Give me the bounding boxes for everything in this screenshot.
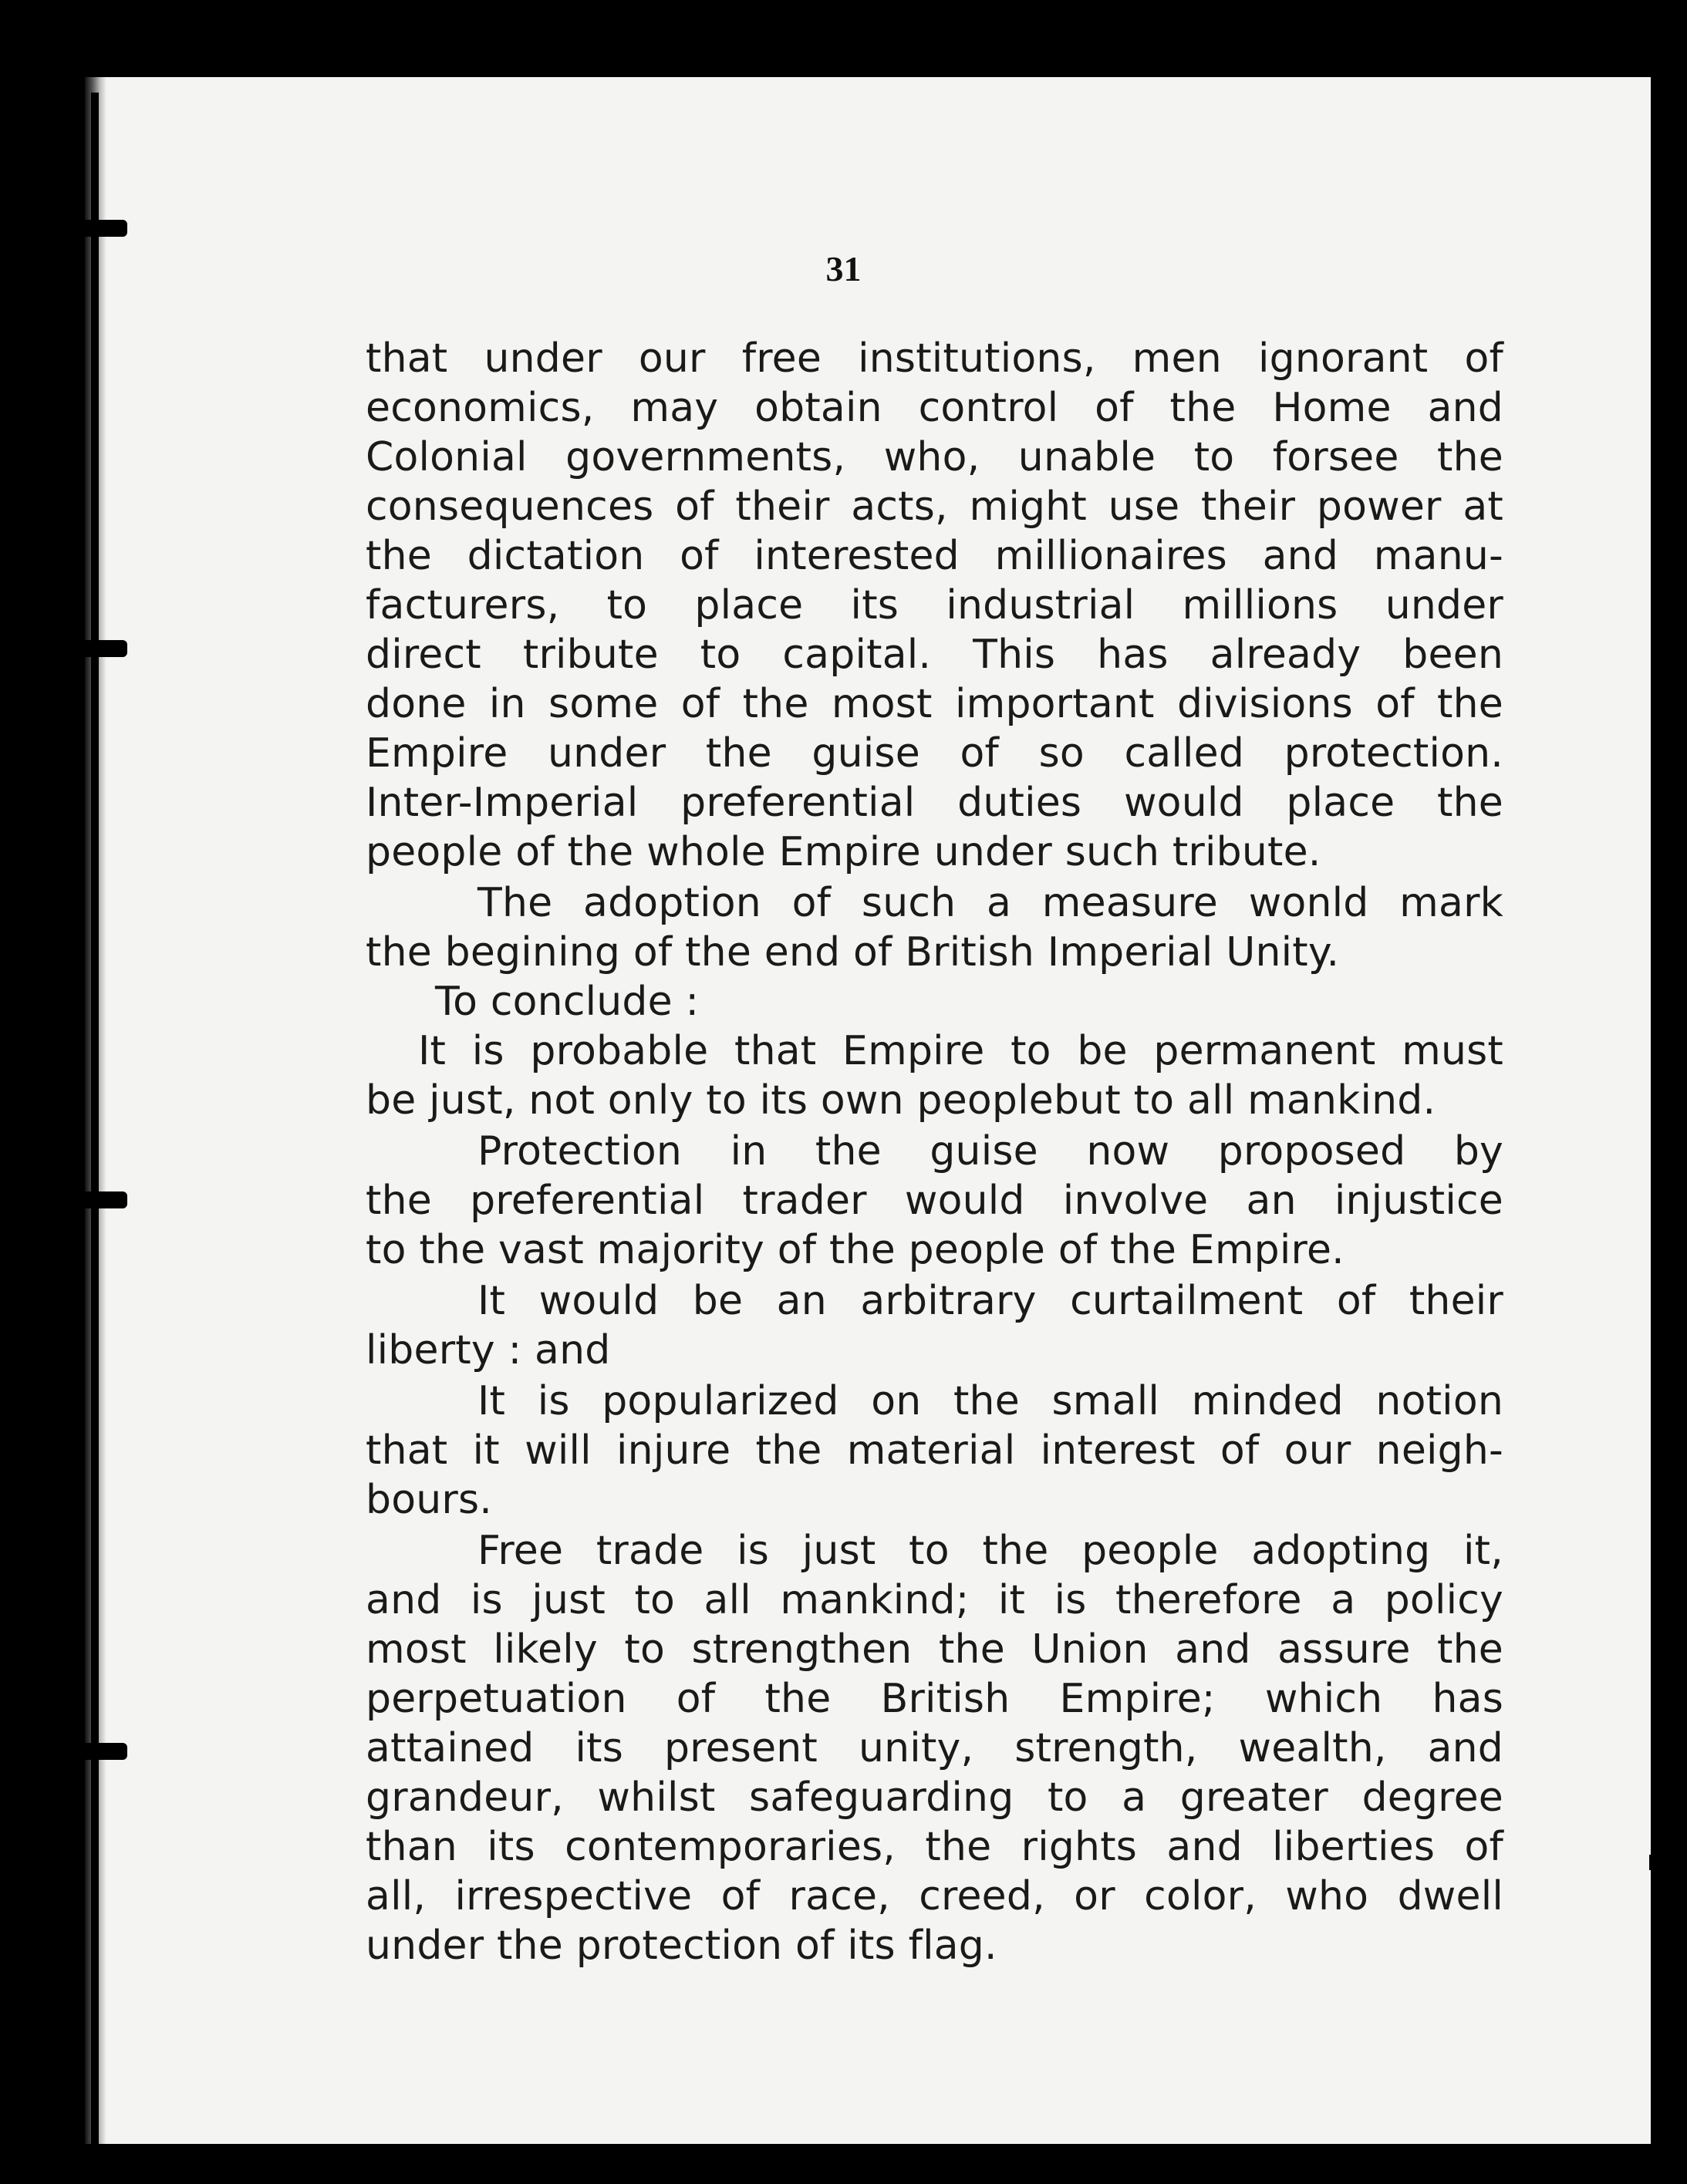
- text-line: It is probable that Empire to be permanent must: [418, 1028, 1503, 1074]
- text-line: that under our free institutions, men ignorant of: [366, 335, 1503, 382]
- text-line: The adoption of such a measure wonld mark: [477, 880, 1503, 926]
- text-line: under the protection of its flag.: [366, 1923, 997, 1969]
- text-line: It would be an arbitrary curtailment of their: [477, 1278, 1503, 1324]
- text-line: Colonial governments, who, unable to forsee the: [366, 434, 1503, 480]
- text-line: be just, not only to its own peoplebut to all mankind.: [366, 1077, 1436, 1124]
- text-line: all, irrespective of race, creed, or color, who dwell: [366, 1873, 1503, 1919]
- text-line: Protection in the guise now proposed by: [477, 1128, 1503, 1175]
- text-line: the dictation of interested millionaires and manu-: [366, 533, 1503, 579]
- text-line: economics, may obtain control of the Home and: [366, 385, 1503, 431]
- text-line: done in some of the most important divisions of the: [366, 681, 1503, 727]
- text-line: It is popularized on the small minded notion: [477, 1378, 1503, 1424]
- text-line: the begining of the end of British Imperial Unity.: [366, 929, 1340, 976]
- text-line: that it will injure the material interest of our neigh-: [366, 1427, 1503, 1474]
- text-line: grandeur, whilst safeguarding to a greater degree: [366, 1775, 1503, 1821]
- page-number: 31: [825, 249, 862, 288]
- text-line: the preferential trader would involve an injustice: [366, 1178, 1503, 1224]
- text-line: people of the whole Empire under such tribute.: [366, 829, 1321, 875]
- text-line: Empire under the guise of so called protection.: [366, 730, 1503, 777]
- text-line: consequences of their acts, might use their power at: [366, 484, 1503, 530]
- text-line: most likely to strengthen the Union and assure the: [366, 1626, 1503, 1673]
- text-line: direct tribute to capital. This has already been: [366, 632, 1503, 678]
- text-line: than its contemporaries, the rights and liberties of: [366, 1824, 1503, 1870]
- text-line: facturers, to place its industrial millions under: [366, 582, 1503, 629]
- text-line: liberty : and: [366, 1327, 611, 1373]
- text-line: Free trade is just to the people adopting it,: [477, 1528, 1503, 1574]
- text-line: to the vast majority of the people of the Empire.: [366, 1227, 1345, 1273]
- text-line: attained its present unity, strength, wealth, and: [366, 1725, 1503, 1771]
- text-line: Inter-Imperial preferential duties would place the: [366, 780, 1503, 826]
- text-line: bours.: [366, 1477, 492, 1523]
- text-line: perpetuation of the British Empire; which has: [366, 1676, 1503, 1722]
- text-line: To conclude :: [435, 979, 700, 1025]
- text-line: and is just to all mankind; it is therefore a policy: [366, 1577, 1503, 1623]
